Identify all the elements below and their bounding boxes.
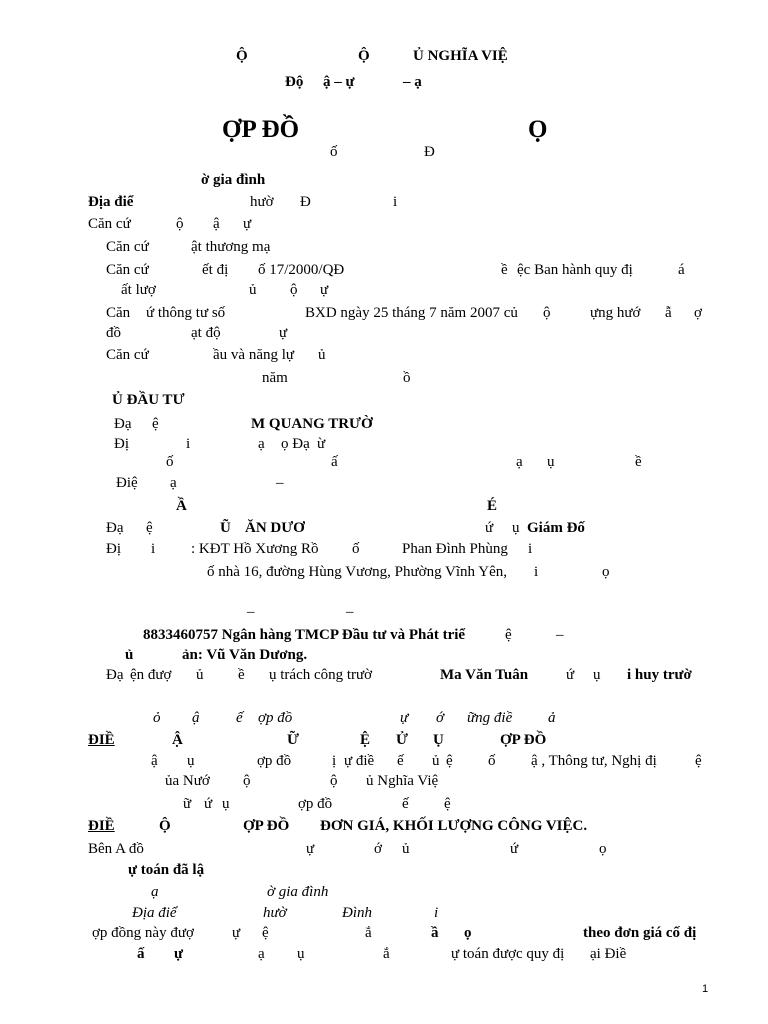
party-a-rep-c: M QUANG TRƯỜ <box>251 416 373 432</box>
article2-l3-b: ờ gia đình <box>267 884 329 900</box>
article2-l5-c: ệ <box>262 925 269 941</box>
article1-l1-h: ệ <box>446 753 453 769</box>
article2-l2: ự toán đã lậ <box>128 862 205 878</box>
title-a: ỢP ĐỒ <box>222 116 300 143</box>
article1-l3-f: ệ <box>444 796 451 812</box>
party-b-dash-a: – <box>247 604 255 620</box>
party-a-addr-d: ọ Đạ <box>281 436 310 452</box>
party-b-delegate-c: ủ <box>196 667 204 683</box>
party-a-addr-e: ừ <box>317 436 326 452</box>
header-line2-b: ậ – ự <box>323 74 355 90</box>
location-label: Địa điể <box>88 194 134 210</box>
party-a-l3-a: ố <box>166 454 174 470</box>
article2-l6-e: ắ <box>383 946 390 962</box>
basis-l3b-b: ạt độ <box>191 325 221 341</box>
header-line1-c: Ủ NGHĨA VIỆ <box>413 48 508 64</box>
party-b-delegate-f: Ma Văn Tuân <box>440 667 529 683</box>
party-a-heading: Ủ ĐẦU TƯ <box>112 392 185 408</box>
party-b-heading-a: Ầ <box>176 498 187 514</box>
article2-l6-g: ại Điề <box>590 946 627 962</box>
party-b-rep-e: ứ <box>485 520 494 536</box>
article2-l5-f: ọ <box>464 925 472 941</box>
basis-intro-d: ự <box>243 216 252 232</box>
party-b-rep-c: Ũ <box>220 520 231 536</box>
agreement-e: ự <box>400 710 409 726</box>
party-b-delegate-a: Đạ <box>106 667 124 683</box>
basis-l3-g: ợ <box>694 305 702 321</box>
party-b-heading-b: É <box>487 498 498 514</box>
article2-title-b: Ộ <box>159 818 171 834</box>
location-c: i <box>393 194 398 210</box>
header-line2-a: Độ <box>285 74 304 90</box>
party-b-delegate-b: ện đượ <box>130 667 172 683</box>
article2-l6-a: ấ <box>137 946 145 962</box>
article1-l3-c: ụ <box>222 796 230 812</box>
article1-l3-e: ế <box>402 796 409 812</box>
article1-l1-j: ậ , Thông tư, Nghị đị <box>531 753 657 769</box>
party-a-rep-b: ệ <box>152 416 159 432</box>
party-b-holder-a: ủ <box>125 647 134 663</box>
title-b: Ọ <box>528 116 548 143</box>
agreement-b: ậ <box>192 710 200 726</box>
agreement-d: ợp đồ <box>258 710 293 726</box>
article2-l1-d: ủ <box>402 841 410 857</box>
basis-l3-e: ựng hướ <box>590 305 641 321</box>
article1-l1-i: ố <box>488 753 496 769</box>
basis-l2-c: ố 17/2000/QĐ <box>258 262 345 278</box>
header-line2-c: – ạ <box>403 74 422 90</box>
basis-l3-b: ứ thông tư số <box>146 305 226 321</box>
basis-l3b-a: đồ <box>106 325 121 341</box>
project-name: ờ gia đình <box>201 172 266 188</box>
party-b-addr-f: i <box>528 541 533 557</box>
agreement-c: ế <box>236 710 243 726</box>
basis-l1-a: Căn cứ <box>106 239 149 255</box>
party-a-phone-c: – <box>276 475 284 491</box>
agreement-h: ả <box>548 710 556 726</box>
party-b-holder-b: ản: Vũ Văn Dương. <box>182 647 308 663</box>
article2-l6-d: ụ <box>297 946 305 962</box>
basis-l2-a: Căn cứ <box>106 262 149 278</box>
article1-l1-f: ế <box>397 753 404 769</box>
party-b-rep-f: ụ <box>512 520 520 536</box>
article1-l3-d: ợp đồ <box>298 796 333 812</box>
article1-title-e: Ử <box>396 732 408 748</box>
agreement-g: ững điề <box>467 710 513 726</box>
basis-l5-b: ồ <box>403 370 411 386</box>
agreement-f: ớ <box>436 710 445 726</box>
party-b-addr-c: : KĐT Hồ Xương Rồ <box>191 541 319 557</box>
party-a-addr-c: ạ <box>258 436 265 452</box>
party-b-rep-b: ệ <box>146 520 153 536</box>
party-b-delegate-g: ứ <box>566 667 575 683</box>
article2-l4-d: i <box>434 905 439 921</box>
article1-l2-c: ộ <box>330 773 338 789</box>
article1-title-b: Ậ <box>172 732 183 748</box>
article2-l6-f: ự toán được quy đị <box>451 946 565 962</box>
party-a-addr-b: i <box>186 436 191 452</box>
basis-l5-a: năm <box>262 370 288 386</box>
basis-l4-a: Căn cứ <box>106 347 149 363</box>
article1-l2-d: ủ Nghĩa Việ <box>366 773 439 789</box>
basis-l2b-b: ủ <box>249 282 257 298</box>
party-a-rep-a: Đạ <box>114 416 132 432</box>
article1-l1-b: ụ <box>187 753 195 769</box>
basis-intro-c: ậ <box>213 216 220 232</box>
article1-l1-e: ự điề <box>344 753 375 769</box>
party-a-l3-d: ụ <box>547 454 555 470</box>
article2-l6-b: ự <box>174 946 184 962</box>
article2-title-d: ĐƠN GIÁ, KHỐI LƯỢNG CÔNG VIỆC. <box>320 818 588 834</box>
page-number: 1 <box>702 983 709 995</box>
basis-l3-a: Căn <box>106 305 131 321</box>
article2-l6-c: ạ <box>258 946 265 962</box>
party-b-addr-b: i <box>151 541 156 557</box>
basis-l3-d: ộ <box>543 305 551 321</box>
article1-l3-b: ứ <box>204 796 213 812</box>
article1-title-d: Ệ <box>360 732 371 748</box>
article2-title-a: ĐIỀ <box>88 818 115 834</box>
article2-l1-f: ọ <box>599 841 607 857</box>
party-a-phone-a: Điệ <box>116 475 138 491</box>
article1-title-c: Ữ <box>287 732 299 748</box>
party-b-delegate-i: i huy trườ <box>627 667 692 683</box>
basis-intro-a: Căn cứ <box>88 216 131 232</box>
article1-title-g: ỢP ĐỒ <box>500 732 547 748</box>
party-b-delegate-e: ụ trách công trườ <box>269 667 373 683</box>
article1-l2-a: ủa Nướ <box>165 773 210 789</box>
header-line1-b: Ộ <box>358 48 370 64</box>
party-a-phone-b: ạ <box>170 475 177 491</box>
article2-l5-a: ợp đồng này đượ <box>92 925 194 941</box>
article2-l4-c: Đình <box>342 905 372 921</box>
article2-l5-b: ự <box>232 925 241 941</box>
basis-intro-b: ộ <box>176 216 184 232</box>
location-a: hườ <box>250 194 274 210</box>
party-b-l3-b: i <box>534 564 539 580</box>
party-b-bank-a: 8833460757 Ngân hàng TMCP Đầu tư và Phát triể <box>143 627 466 643</box>
subtitle-a: ố <box>330 144 338 160</box>
header-line1-a: Ộ <box>236 48 248 64</box>
article2-l5-d: ắ <box>365 925 372 941</box>
article2-l3-a: ạ <box>151 884 159 900</box>
basis-l2b-d: ự <box>320 282 329 298</box>
party-b-delegate-h: ụ <box>593 667 601 683</box>
basis-l4-c: ủ <box>318 347 326 363</box>
article1-title-a: ĐIỀ <box>88 732 115 748</box>
article1-l1-g: ủ <box>432 753 440 769</box>
party-b-l3-c: ọ <box>602 564 610 580</box>
party-b-bank-b: ệ <box>505 627 512 643</box>
basis-l4-b: ầu và năng lự <box>213 347 295 363</box>
article1-l1-c: ợp đồ <box>257 753 292 769</box>
party-b-bank-c: – <box>556 627 564 643</box>
article2-title-c: ỢP ĐỒ <box>243 818 290 834</box>
location-b: Đ <box>300 194 311 210</box>
party-b-dash-b: – <box>346 604 354 620</box>
basis-l3-c: BXD ngày 25 tháng 7 năm 2007 củ <box>305 305 518 321</box>
article2-l4-b: hườ <box>263 905 287 921</box>
subtitle-b: Đ <box>424 144 435 160</box>
article2-l4-a: Địa điể <box>132 905 177 921</box>
party-b-rep-a: Đạ <box>106 520 124 536</box>
basis-l3-f: ẫ <box>665 305 672 321</box>
party-b-l3-a: ố nhà 16, đường Hùng Vương, Phường Vĩnh Yên, <box>207 564 507 580</box>
party-b-delegate-d: ề <box>238 667 245 683</box>
basis-l1-b: ật thương mạ <box>191 239 271 255</box>
basis-l2-f: á <box>678 262 685 278</box>
article2-l1-e: ứ <box>510 841 519 857</box>
party-a-l3-b: ấ <box>331 454 338 470</box>
agreement-a: ỏ <box>153 710 161 726</box>
party-b-addr-e: Phan Đình Phùng <box>402 541 508 557</box>
article1-l1-k: ệ <box>695 753 702 769</box>
party-b-addr-a: Đị <box>106 541 121 557</box>
article2-l1-a: Bên A đồ <box>88 841 144 857</box>
article2-l1-b: ự <box>306 841 315 857</box>
party-a-addr-a: Đị <box>114 436 129 452</box>
article1-title-f: Ụ <box>433 732 444 748</box>
article2-l5-e: ầ <box>431 925 439 941</box>
article1-l1-a: ậ <box>151 753 158 769</box>
article1-l3-a: ữ <box>183 796 192 812</box>
article2-l5-g: theo đơn giá cố đị <box>583 925 697 941</box>
basis-l2b-c: ộ <box>290 282 298 298</box>
party-b-addr-d: ố <box>352 541 360 557</box>
article1-l2-b: ộ <box>243 773 251 789</box>
basis-l2b-a: ất lượ <box>121 282 156 298</box>
party-a-l3-e: ề <box>635 454 642 470</box>
basis-l3b-c: ự <box>279 325 288 341</box>
article1-l1-d: ị <box>332 753 337 769</box>
basis-l2-b: ết đị <box>202 262 229 278</box>
basis-l2-e: ệc Ban hành quy đị <box>517 262 633 278</box>
party-a-l3-c: ạ <box>516 454 523 470</box>
basis-l2-d: ề <box>501 262 508 278</box>
party-b-rep-g: Giám Đố <box>527 520 585 536</box>
article2-l1-c: ớ <box>374 841 382 857</box>
party-b-rep-d: ĂN DƯƠ <box>245 520 305 536</box>
